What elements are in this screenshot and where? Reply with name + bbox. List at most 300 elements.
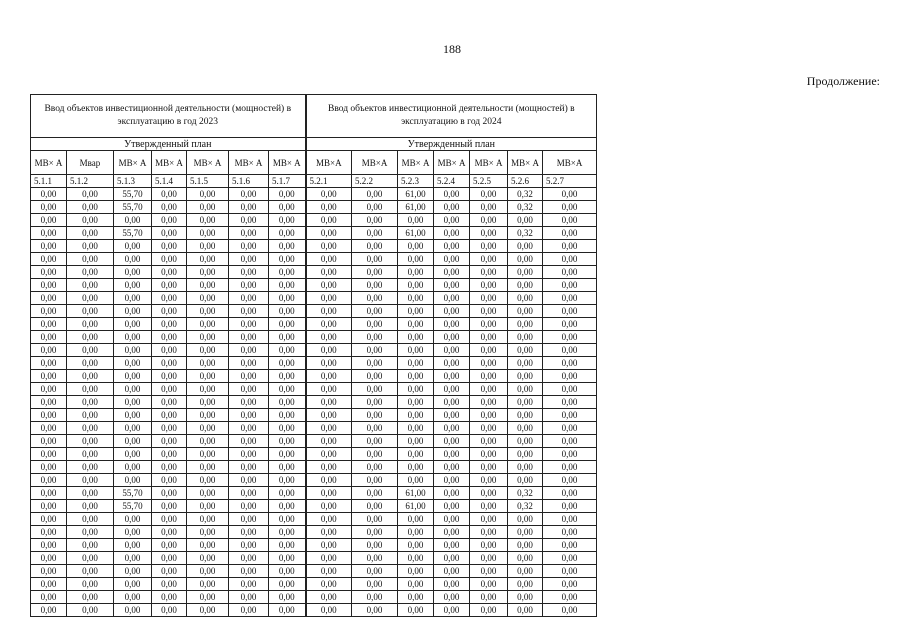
table-cell: 0,00 [398, 266, 434, 279]
table-cell: 0,00 [306, 370, 352, 383]
table-cell: 0,00 [470, 344, 508, 357]
table-cell: 0,00 [434, 396, 470, 409]
table-cell: 0,00 [31, 578, 67, 591]
table-cell: 0,00 [229, 604, 269, 617]
table-cell: 0,00 [187, 526, 229, 539]
table-cell: 0,00 [508, 513, 543, 526]
table-cell: 0,00 [306, 201, 352, 214]
column-code-cell: 5.2.3 [398, 175, 434, 188]
table-cell: 0,00 [67, 435, 114, 448]
table-cell: 0,00 [543, 279, 597, 292]
table-cell: 0,00 [352, 292, 398, 305]
table-row [31, 318, 597, 331]
table-cell: 0,00 [352, 227, 398, 240]
table-cell: 0,00 [306, 591, 352, 604]
column-code-cell: 5.1.6 [229, 175, 269, 188]
table-row [31, 292, 597, 305]
column-code-cell: 5.2.1 [306, 175, 352, 188]
table-cell: 0,00 [67, 279, 114, 292]
table-cell: 0,00 [31, 318, 67, 331]
table-cell: 0,00 [398, 214, 434, 227]
table-cell: 0,00 [470, 422, 508, 435]
table-cell: 0,00 [187, 305, 229, 318]
table-cell: 0,00 [398, 578, 434, 591]
table-cell: 0,00 [398, 240, 434, 253]
table-row [31, 591, 597, 604]
table-row [31, 240, 597, 253]
table-row [31, 474, 597, 487]
table-cell: 0,00 [229, 409, 269, 422]
table-cell: 0,00 [187, 565, 229, 578]
table-cell: 0,00 [306, 357, 352, 370]
table-cell: 0,00 [31, 448, 67, 461]
table-cell: 0,00 [434, 266, 470, 279]
table-cell: 0,00 [434, 539, 470, 552]
table-cell: 0,00 [398, 526, 434, 539]
table-cell: 0,00 [543, 305, 597, 318]
table-cell: 0,00 [114, 370, 152, 383]
continuation-label: Продолжение: [806, 74, 880, 88]
table-cell: 0,00 [114, 396, 152, 409]
table-cell: 0,00 [31, 591, 67, 604]
table-cell: 0,00 [508, 435, 543, 448]
table-cell: 61,00 [398, 487, 434, 500]
table-cell: 0,00 [470, 214, 508, 227]
table-row [31, 539, 597, 552]
table-cell: 0,00 [306, 279, 352, 292]
table-cell: 0,00 [269, 526, 306, 539]
table-cell: 0,00 [508, 279, 543, 292]
table-cell: 0,00 [543, 513, 597, 526]
column-code-cell: 5.1.7 [269, 175, 306, 188]
table-cell: 0,00 [352, 448, 398, 461]
table-cell: 0,00 [306, 240, 352, 253]
table-cell: 0,00 [31, 253, 67, 266]
table-cell: 0,00 [398, 565, 434, 578]
table-row [31, 201, 597, 214]
table-row [31, 344, 597, 357]
table-cell: 0,00 [67, 305, 114, 318]
table-cell: 0,00 [434, 357, 470, 370]
table-cell: 0,00 [114, 357, 152, 370]
table-cell: 0,00 [543, 500, 597, 513]
table-cell: 0,00 [67, 188, 114, 201]
investment-input-table [30, 94, 597, 617]
table-cell: 55,70 [114, 500, 152, 513]
table-cell: 0,00 [398, 396, 434, 409]
table-cell: 0,00 [434, 591, 470, 604]
table-cell: 0,00 [470, 253, 508, 266]
table-cell: 0,00 [306, 604, 352, 617]
table-cell: 0,00 [229, 539, 269, 552]
unit-header-cell: МВ× А [269, 151, 306, 175]
table-cell: 0,00 [306, 526, 352, 539]
table-cell: 0,00 [229, 578, 269, 591]
table-row [31, 578, 597, 591]
table-cell: 0,00 [398, 591, 434, 604]
table-cell: 0,00 [508, 409, 543, 422]
table-cell: 0,00 [152, 591, 187, 604]
table-cell: 0,00 [306, 500, 352, 513]
table-cell: 0,00 [269, 305, 306, 318]
table-cell: 0,00 [229, 487, 269, 500]
table-cell: 0,00 [229, 383, 269, 396]
table-cell: 0,00 [434, 279, 470, 292]
table-cell: 0,00 [543, 526, 597, 539]
table-cell: 0,00 [152, 487, 187, 500]
table-cell: 0,00 [67, 396, 114, 409]
table-cell: 0,00 [470, 552, 508, 565]
table-cell: 0,00 [114, 422, 152, 435]
units-row [31, 151, 597, 175]
table-cell: 0,00 [31, 422, 67, 435]
table-cell: 0,00 [398, 292, 434, 305]
table-cell: 0,00 [543, 578, 597, 591]
table-cell: 0,00 [434, 383, 470, 396]
table-cell: 0,00 [434, 461, 470, 474]
table-row [31, 370, 597, 383]
table-cell: 0,00 [229, 305, 269, 318]
table-cell: 0,00 [229, 513, 269, 526]
table-cell: 0,00 [269, 279, 306, 292]
table-cell: 0,00 [269, 539, 306, 552]
unit-header-cell: МВ× А [152, 151, 187, 175]
table-cell: 0,00 [352, 344, 398, 357]
table-cell: 0,00 [152, 188, 187, 201]
unit-header-cell: МВ× А [398, 151, 434, 175]
table-cell: 0,00 [434, 370, 470, 383]
table-cell: 0,00 [114, 526, 152, 539]
table-cell: 0,00 [114, 539, 152, 552]
table-cell: 0,00 [187, 409, 229, 422]
table-cell: 0,00 [543, 188, 597, 201]
table-cell: 0,00 [470, 461, 508, 474]
table-cell: 0,00 [187, 253, 229, 266]
table-cell: 0,00 [470, 565, 508, 578]
table-cell: 0,00 [229, 526, 269, 539]
table-cell: 0,00 [470, 526, 508, 539]
table-cell: 0,32 [508, 201, 543, 214]
table-cell: 0,00 [67, 240, 114, 253]
table-cell: 0,00 [152, 240, 187, 253]
table-cell: 0,00 [269, 604, 306, 617]
table-cell: 0,00 [352, 409, 398, 422]
table-cell: 0,00 [398, 383, 434, 396]
table-cell: 0,00 [31, 279, 67, 292]
table-cell: 0,00 [67, 591, 114, 604]
table-cell: 0,00 [187, 461, 229, 474]
table-cell: 0,00 [352, 318, 398, 331]
table-row [31, 500, 597, 513]
table-cell: 0,00 [434, 188, 470, 201]
table-cell: 0,00 [152, 435, 187, 448]
table-cell: 0,00 [31, 435, 67, 448]
table-cell: 0,00 [229, 435, 269, 448]
table-cell: 0,00 [470, 279, 508, 292]
column-code-cell: 5.2.4 [434, 175, 470, 188]
table-cell: 0,32 [508, 500, 543, 513]
table-cell: 0,00 [352, 188, 398, 201]
table-cell: 0,00 [508, 383, 543, 396]
table-cell: 0,00 [434, 526, 470, 539]
table-cell: 0,00 [152, 578, 187, 591]
table-cell: 0,00 [269, 474, 306, 487]
table-cell: 0,00 [187, 487, 229, 500]
table-cell: 0,00 [269, 214, 306, 227]
table-cell: 0,00 [434, 409, 470, 422]
table-cell: 0,00 [152, 318, 187, 331]
table-row [31, 565, 597, 578]
table-cell: 0,00 [470, 292, 508, 305]
table-cell: 0,00 [31, 292, 67, 305]
table-row [31, 461, 597, 474]
table-cell: 0,00 [398, 474, 434, 487]
table-cell: 0,00 [508, 240, 543, 253]
unit-header-cell: МВ× А [187, 151, 229, 175]
table-cell: 0,00 [229, 474, 269, 487]
table-cell: 0,00 [543, 318, 597, 331]
table-row [31, 487, 597, 500]
column-code-cell: 5.2.2 [352, 175, 398, 188]
table-cell: 0,00 [269, 552, 306, 565]
table-body [31, 188, 597, 617]
table-cell: 0,00 [398, 461, 434, 474]
unit-header-cell: МВ× А [31, 151, 67, 175]
table-cell: 0,00 [187, 396, 229, 409]
table-cell: 0,00 [187, 331, 229, 344]
table-cell: 0,00 [187, 578, 229, 591]
table-cell: 0,00 [269, 435, 306, 448]
table-cell: 0,00 [269, 201, 306, 214]
page-number: 188 [443, 42, 461, 56]
table-cell: 0,00 [269, 565, 306, 578]
table-cell: 0,00 [543, 253, 597, 266]
table-cell: 0,00 [434, 487, 470, 500]
table-cell: 0,00 [470, 383, 508, 396]
table-cell: 0,00 [306, 487, 352, 500]
table-cell: 0,00 [306, 578, 352, 591]
table-cell: 0,00 [434, 331, 470, 344]
table-cell: 0,00 [67, 474, 114, 487]
table-cell: 0,00 [187, 357, 229, 370]
table-cell: 0,00 [543, 604, 597, 617]
table-cell: 0,00 [31, 487, 67, 500]
table-cell: 0,00 [152, 448, 187, 461]
table-cell: 0,00 [152, 565, 187, 578]
table-cell: 0,00 [352, 591, 398, 604]
table-cell: 0,00 [269, 461, 306, 474]
table-cell: 0,00 [269, 357, 306, 370]
table-cell: 0,00 [398, 422, 434, 435]
table-cell: 0,00 [187, 240, 229, 253]
table-cell: 0,00 [352, 604, 398, 617]
table-cell: 0,00 [187, 552, 229, 565]
table-cell: 0,00 [470, 188, 508, 201]
table-cell: 0,00 [306, 214, 352, 227]
table-cell: 0,00 [67, 578, 114, 591]
table-cell: 55,70 [114, 188, 152, 201]
table-cell: 0,00 [269, 383, 306, 396]
table-cell: 0,00 [114, 435, 152, 448]
table-cell: 0,00 [229, 448, 269, 461]
table-cell: 0,00 [434, 448, 470, 461]
table-cell: 0,00 [543, 474, 597, 487]
table-cell: 0,00 [543, 435, 597, 448]
table-cell: 0,00 [229, 370, 269, 383]
table-cell: 0,00 [398, 539, 434, 552]
table-row [31, 305, 597, 318]
table-cell: 0,00 [470, 318, 508, 331]
table-row [31, 188, 597, 201]
unit-header-cell: МВ× А [470, 151, 508, 175]
table-cell: 61,00 [398, 500, 434, 513]
table-row [31, 279, 597, 292]
table-cell: 0,00 [306, 565, 352, 578]
table-cell: 0,00 [543, 422, 597, 435]
table-cell: 0,00 [187, 266, 229, 279]
table-cell: 0,00 [67, 214, 114, 227]
table-cell: 0,00 [114, 344, 152, 357]
table-cell: 0,00 [269, 370, 306, 383]
table-cell: 0,00 [187, 513, 229, 526]
section-title-row [31, 95, 597, 138]
table-cell: 0,00 [187, 201, 229, 214]
table-cell: 0,00 [114, 461, 152, 474]
table-cell: 0,00 [31, 409, 67, 422]
table-cell: 0,00 [508, 396, 543, 409]
table-cell: 0,00 [508, 526, 543, 539]
table-cell: 0,00 [434, 344, 470, 357]
table-cell: 0,00 [352, 253, 398, 266]
table-cell: 0,00 [543, 214, 597, 227]
table-cell: 0,00 [269, 409, 306, 422]
table-cell: 0,00 [229, 318, 269, 331]
table-cell: 0,00 [152, 474, 187, 487]
table-cell: 0,00 [229, 240, 269, 253]
table-cell: 55,70 [114, 227, 152, 240]
table-cell: 0,00 [470, 487, 508, 500]
table-cell: 0,00 [306, 513, 352, 526]
table-cell: 0,00 [269, 331, 306, 344]
table-cell: 0,00 [398, 344, 434, 357]
table-cell: 0,00 [114, 591, 152, 604]
table-cell: 0,00 [114, 513, 152, 526]
table-cell: 0,00 [31, 539, 67, 552]
column-code-cell: 5.1.1 [31, 175, 67, 188]
table-cell: 0,00 [114, 240, 152, 253]
column-code-cell: 5.1.5 [187, 175, 229, 188]
table-cell: 0,00 [229, 292, 269, 305]
table-row [31, 266, 597, 279]
table-cell: 0,00 [306, 227, 352, 240]
table-cell: 0,00 [508, 461, 543, 474]
table-cell: 0,00 [508, 604, 543, 617]
table-row [31, 214, 597, 227]
table-cell: 0,00 [398, 279, 434, 292]
table-row [31, 448, 597, 461]
table-cell: 0,00 [187, 500, 229, 513]
table-cell: 0,00 [229, 396, 269, 409]
table-cell: 0,00 [434, 435, 470, 448]
table-cell: 0,00 [434, 422, 470, 435]
table-cell: 0,00 [114, 448, 152, 461]
table-cell: 0,00 [31, 461, 67, 474]
table-cell: 0,00 [269, 513, 306, 526]
table-row [31, 331, 597, 344]
table-cell: 0,00 [67, 513, 114, 526]
table-cell: 0,00 [434, 565, 470, 578]
table-cell: 0,00 [352, 331, 398, 344]
table-cell: 0,00 [114, 214, 152, 227]
table-cell: 0,00 [543, 383, 597, 396]
table-cell: 0,00 [543, 292, 597, 305]
table-cell: 0,00 [398, 604, 434, 617]
table-cell: 0,00 [508, 552, 543, 565]
table-row [31, 383, 597, 396]
table-cell: 0,00 [152, 370, 187, 383]
table-cell: 0,00 [114, 409, 152, 422]
table-cell: 0,00 [187, 435, 229, 448]
section-title-2023: Ввод объектов инвестиционной деятельности (мощностей) в эксплуатацию в год 2023 [31, 95, 306, 138]
table-cell: 0,00 [306, 331, 352, 344]
table-cell: 0,00 [187, 227, 229, 240]
table-cell: 0,00 [67, 409, 114, 422]
column-code-cell: 5.1.2 [67, 175, 114, 188]
column-code-cell: 5.1.3 [114, 175, 152, 188]
table-row [31, 526, 597, 539]
table-cell: 0,00 [229, 214, 269, 227]
table-cell: 0,00 [67, 539, 114, 552]
table-cell: 0,00 [398, 409, 434, 422]
table-cell: 0,00 [114, 292, 152, 305]
table-cell: 0,00 [434, 474, 470, 487]
column-code-cell: 5.2.6 [508, 175, 543, 188]
table-cell: 0,00 [31, 500, 67, 513]
table-cell: 0,00 [352, 435, 398, 448]
table-cell: 0,00 [67, 227, 114, 240]
table-cell: 0,00 [434, 240, 470, 253]
table-cell: 0,00 [306, 539, 352, 552]
table-cell: 0,00 [508, 214, 543, 227]
table-cell: 0,00 [470, 396, 508, 409]
table-row [31, 409, 597, 422]
table-cell: 0,00 [31, 474, 67, 487]
plan-label-2024: Утвержденный план [306, 138, 597, 151]
table-cell: 0,00 [67, 266, 114, 279]
table-cell: 0,00 [398, 305, 434, 318]
table-cell: 0,00 [470, 201, 508, 214]
table-cell: 0,00 [508, 331, 543, 344]
table-cell: 0,00 [152, 539, 187, 552]
table-cell: 0,00 [269, 487, 306, 500]
table-cell: 0,00 [398, 370, 434, 383]
table-row [31, 552, 597, 565]
table-cell: 0,00 [229, 279, 269, 292]
table-cell: 0,00 [152, 344, 187, 357]
table-cell: 0,00 [114, 305, 152, 318]
table-cell: 0,00 [470, 370, 508, 383]
table-cell: 0,00 [398, 513, 434, 526]
table-cell: 0,00 [67, 565, 114, 578]
table-cell: 0,00 [508, 370, 543, 383]
table-cell: 0,00 [398, 331, 434, 344]
table-cell: 0,00 [352, 305, 398, 318]
table-cell: 0,00 [152, 396, 187, 409]
table-cell: 0,00 [31, 396, 67, 409]
table-cell: 0,00 [470, 266, 508, 279]
table-cell: 0,00 [152, 409, 187, 422]
table-cell: 0,00 [543, 357, 597, 370]
